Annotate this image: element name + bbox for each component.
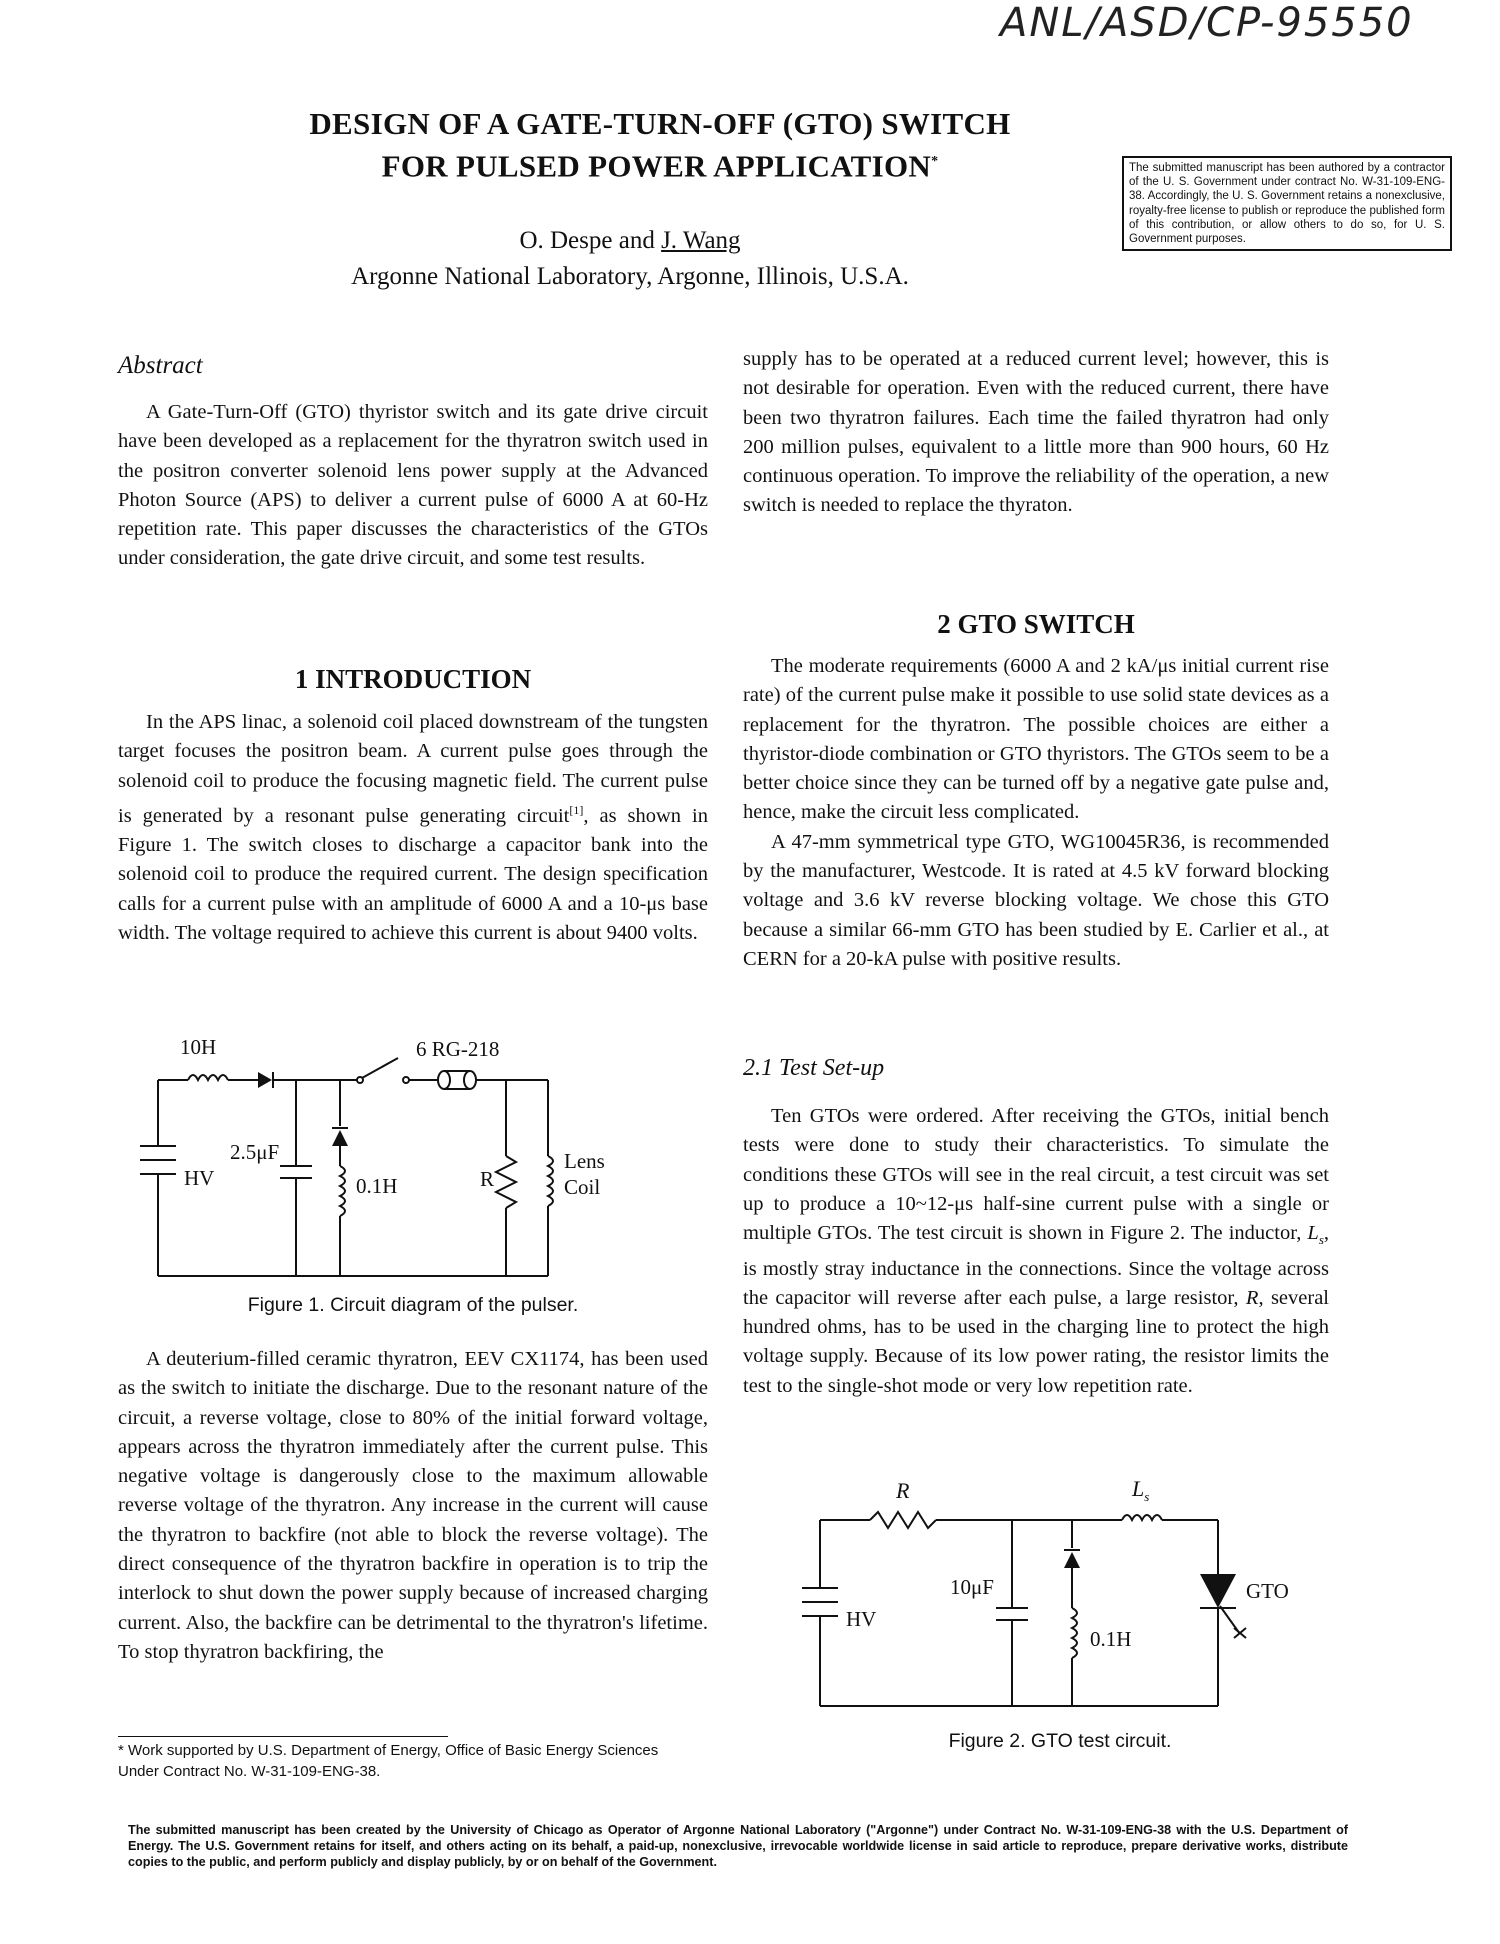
test-setup-body bbox=[743, 1102, 1329, 1401]
underlined-author: J. Wang bbox=[661, 227, 741, 254]
lens-coil-symbol bbox=[548, 1156, 553, 1206]
label-ls: $L_s$ bbox=[1132, 1476, 1150, 1504]
author-names: O. Despe and J. Wang bbox=[519, 227, 741, 254]
label-coil: Coil bbox=[564, 1175, 601, 1199]
gto-paragraph-1: The moderate requirements (6000 A and 2 kA/μs initial current rise rate) of the current pulse make it possible to use solid state devices as a replacement for the thyratron. The possible choices are either a thyristor-diode combination or GTO thyristors. The GTOs seem to be a better choice since they can be turned off by a negative gate pulse and, hence, make the circuit less complicated. bbox=[743, 655, 1329, 824]
continued-paragraph: supply has to be operated at a reduced current level; however, this is not desirable for operation. Even with the reduced current, there have been two thyratron failures. Each time the failed thyratron had only 200 million pulses, equivalent to a little more than 900 hours, 60 Hz continuous operation. To improve the reliability of the operation, a new switch is needed to replace the thyraton. bbox=[743, 348, 1329, 517]
paper-title bbox=[200, 105, 1120, 185]
figure-1-circuit-diagram bbox=[118, 1026, 708, 1286]
diode-symbol bbox=[1064, 1552, 1080, 1568]
government-license-box: The submitted manuscript has been authored by a contractor of the U. S. Government under contract No. W-31-109-ENG-38. Accordingly, the U. S. Government retains a nonexclusive, royalty-free license to publish or reproduce the published form of this contribution, or allow others to do so, for U. S. Government purposes. bbox=[1122, 156, 1452, 251]
label-r: R bbox=[480, 1167, 495, 1191]
footnote-rule bbox=[118, 1736, 448, 1737]
figure-2-caption: Figure 2. GTO test circuit. bbox=[948, 1730, 1172, 1752]
coax-cable-end bbox=[438, 1071, 450, 1089]
inductor-10h-symbol bbox=[188, 1075, 228, 1080]
switch-contact bbox=[403, 1077, 409, 1083]
diode-symbol bbox=[332, 1130, 348, 1146]
intro-paragraph-1: In the APS linac, a solenoid coil placed downstream of the tungsten target focuses the positron beam. A current pulse goes through the solenoid coil to produce the focusing magnetic field. The current pulse is generated by a resonant pulse generating circuit[1], as shown in Figure 1. The switch closes to discharge a capacitor bank into the solenoid coil to produce the required current. The design specification calls for a current pulse with an amplitude of 6000 A and a 10-μs base width. The voltage required to achieve this current is about 9400 volts. bbox=[118, 711, 708, 944]
author-block bbox=[300, 223, 960, 295]
introduction-body bbox=[118, 708, 708, 948]
inductor-0-1h-symbol bbox=[340, 1166, 345, 1216]
inductor-ls-symbol bbox=[1122, 1515, 1162, 1520]
label-0-1h: 0.1H bbox=[1090, 1627, 1132, 1651]
title-line-2: FOR PULSED POWER APPLICATION* bbox=[381, 148, 939, 184]
title-line-1: DESIGN OF A GATE-TURN-OFF (GTO) SWITCH bbox=[309, 106, 1011, 141]
label-2-5uf: 2.5μF bbox=[230, 1140, 280, 1164]
section-heading-introduction: 1 INTRODUCTION bbox=[294, 664, 532, 694]
label-lens: Lens bbox=[564, 1149, 605, 1173]
label-10uf: 10μF bbox=[950, 1575, 994, 1599]
label-hv: HV bbox=[846, 1607, 877, 1631]
resistor-r-symbol bbox=[870, 1512, 936, 1528]
intro-paragraph-2: A deuterium-filled ceramic thyratron, EEV CX1174, has been used as the switch to initiate the discharge. Due to the resonant nature of the circuit, a reverse voltage, close to 80% of the initial forward voltage, appears across the thyratron immediately after the current pulse. This negative voltage is dangerously close to the maximum allowable reverse voltage of the thyratron. Any increase in the current will cause the thyratron to backfire (not able to block the reverse voltage). The direct consequence of the thyratron backfire in operation is to trip the interlock to shut down the power supply because of increased charging current. Also, the backfire can be detrimental to the thyratron's lifetime. To stop thyratron backfiring, the bbox=[118, 1348, 708, 1663]
bottom-copyright-notice: The submitted manuscript has been created by the University of Chicago as Operator of Argonne National Laboratory ("Argonne") under Contract No. W-31-109-ENG-38 with the U.S. Department of Energy. The U.S. Government retains for itself, and others acting on its behalf, a paid-up, nonexclusive, irrevocable worldwide license in said article to reproduce, prepare derivative works, distribute copies to the public, and perform publicly and display publicly, by or on behalf of the Government. bbox=[128, 1823, 1348, 1869]
affiliation: Argonne National Laboratory, Argonne, Illinois, U.S.A. bbox=[351, 263, 909, 290]
section-heading-gto-switch: 2 GTO SWITCH bbox=[937, 609, 1135, 639]
handwritten-report-number: ANL/ASD/CP-95550 bbox=[1000, 0, 1414, 46]
title-footnote-mark: * bbox=[931, 154, 939, 169]
citation-ref: [1] bbox=[569, 802, 584, 817]
gto-switch-body bbox=[743, 652, 1329, 974]
label-hv: HV bbox=[184, 1166, 215, 1190]
subsection-heading-test-setup: 2.1 Test Set-up bbox=[743, 1055, 885, 1081]
label-0-1h: 0.1H bbox=[356, 1174, 398, 1198]
label-gto: GTO bbox=[1246, 1579, 1289, 1603]
abstract-body bbox=[118, 398, 708, 574]
introduction-body-continued bbox=[118, 1345, 708, 1667]
diode-symbol bbox=[258, 1072, 272, 1088]
inductor-0-1h-symbol bbox=[1072, 1608, 1077, 1658]
switch-lever bbox=[362, 1058, 398, 1078]
figure-2-gto-test-circuit bbox=[800, 1468, 1320, 1728]
abstract-heading: Abstract bbox=[118, 352, 203, 379]
footnote: * Work supported by U.S. Department of Energy, Office of Basic Energy Sciences Under Contract No. W-31-109-ENG-38. bbox=[118, 1742, 659, 1780]
figure-1-caption: Figure 1. Circuit diagram of the pulser. bbox=[247, 1294, 579, 1316]
right-column-continued-text bbox=[743, 345, 1329, 521]
resistor-r-symbol bbox=[496, 1156, 516, 1208]
label-10h: 10H bbox=[180, 1035, 217, 1059]
coax-cable-end bbox=[464, 1071, 476, 1089]
label-rg218: 6 RG-218 bbox=[416, 1037, 500, 1061]
label-r: R bbox=[896, 1478, 910, 1503]
gto-paragraph-2: A 47-mm symmetrical type GTO, WG10045R36, is recommended by the manufacturer, Westcode. It is rated at 4.5 kV forward blocking voltage and 3.6 kV reverse blocking voltage. We chose this GTO because a similar 66-mm GTO has been studied by E. Carlier et al., at CERN for a 20-kA pulse with positive results. bbox=[743, 830, 1329, 970]
abstract-paragraph: A Gate-Turn-Off (GTO) thyristor switch and its gate drive circuit have been developed as a replacement for the thyratron switch used in the positron converter solenoid lens power supply at the Advanced Photon Source (APS) to deliver a current pulse of 6000 A at 60-Hz repetition rate. This paper discusses the characteristics of the GTOs under consideration, the gate drive circuit, and some test results. bbox=[118, 401, 708, 570]
gto-symbol bbox=[1200, 1574, 1236, 1608]
test-setup-paragraph: Ten GTOs were ordered. After receiving the GTOs, initial bench tests were done to study their characteristics. To simulate the conditions these GTOs will see in the real circuit, a test circuit was set up to produce a 10~12-μs half-sine current pulse with a single or multiple GTOs. The test circuit is shown in Figure 2. The inductor, $L_s$, is mostly stray inductance in the connections. Since the voltage across the capacitor will reverse after each pulse, a large resistor, R, several hundred ohms, has to be used in the charging line to protect the high voltage supply. Because of its low power rating, the resistor limits the test to the single-shot mode or very low repetition rate. bbox=[743, 1105, 1329, 1397]
